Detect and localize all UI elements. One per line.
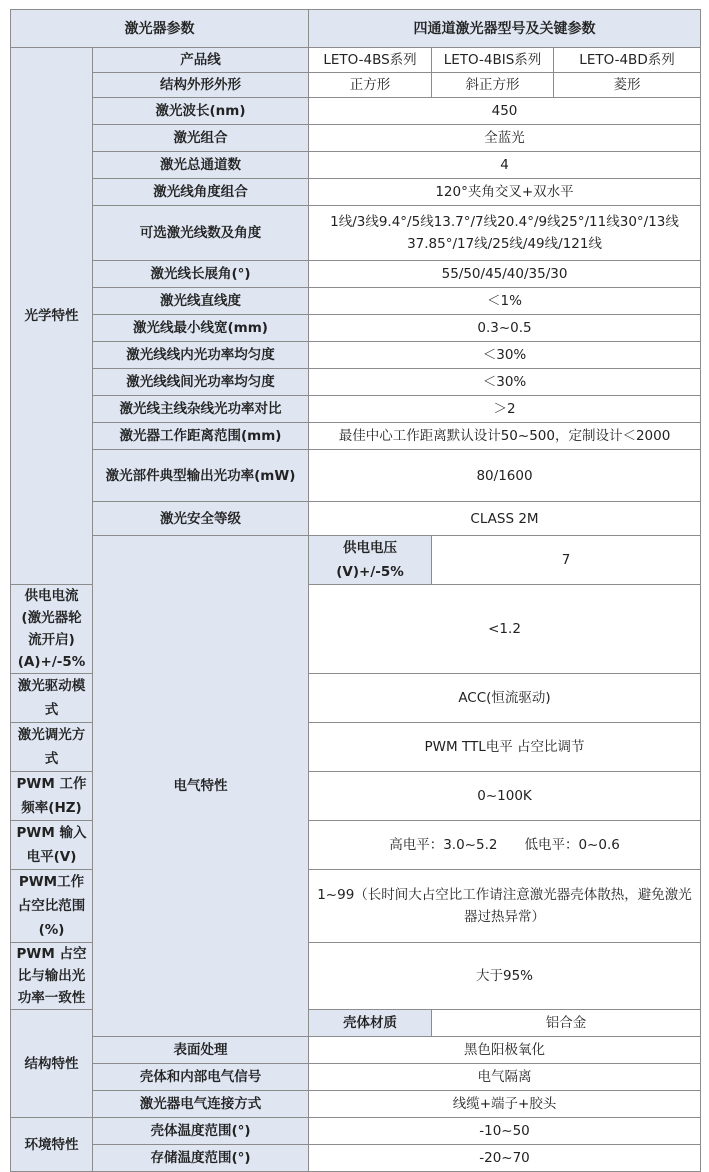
row-label: 产品线 [93, 48, 309, 73]
section-environment: 环境特性 [11, 1118, 93, 1172]
row-value: 0.3~0.5 [309, 315, 701, 342]
header-parameter: 激光器参数 [11, 10, 309, 48]
row-label: 激光器工作距离范围(mm) [93, 423, 309, 450]
row-label: 壳体温度范围(°) [93, 1118, 309, 1145]
table-row [11, 396, 701, 423]
table-row [11, 369, 701, 396]
row-value: 大于95% [309, 943, 701, 1010]
row-label: 激光线线内光功率均匀度 [93, 342, 309, 369]
section-electrical: 电气特性 [93, 536, 309, 1037]
table-row [11, 536, 701, 585]
row-value: 高电平：3.0~5.2 低电平：0~0.6 [309, 821, 701, 870]
table-row [11, 423, 701, 450]
row-label: 激光部件典型输出光功率(mW) [93, 450, 309, 502]
row-value: 0~100K [309, 772, 701, 821]
row-label: 壳体材质 [309, 1010, 432, 1037]
row-label: PWM工作占空比范围(%) [11, 870, 93, 943]
row-value: 最佳中心工作距离默认设计50~500，定制设计＜2000 [309, 423, 701, 450]
row-value: 铝合金 [432, 1010, 701, 1037]
row-value: <1.2 [309, 585, 701, 674]
row-value: -10~50 [309, 1118, 701, 1145]
row-label: 结构外形外形 [93, 73, 309, 98]
row-label: 表面处理 [93, 1037, 309, 1064]
row-label: 激光线长展角(°) [93, 261, 309, 288]
row-value: 4 [309, 152, 701, 179]
row-value: 120°夹角交叉+双水平 [309, 179, 701, 206]
row-value: 450 [309, 98, 701, 125]
row-label: 激光线线间光功率均匀度 [93, 369, 309, 396]
row-value: 1~99（长时间大占空比工作请注意激光器壳体散热，避免激光器过热异常） [309, 870, 701, 943]
row-value: 全蓝光 [309, 125, 701, 152]
product-line-bs: LETO-4BS系列 [309, 48, 432, 73]
row-value: PWM TTL电平 占空比调节 [309, 723, 701, 772]
row-label: 激光组合 [93, 125, 309, 152]
row-label: 激光调光方式 [11, 723, 93, 772]
table-row [11, 179, 701, 206]
row-value: ＜30% [309, 369, 701, 396]
row-value: 1线/3线9.4°/5线13.7°/7线20.4°/9线25°/11线30°/13线37.85°/17线/25线/49线/121线 [309, 206, 701, 261]
table-row [11, 261, 701, 288]
shape-bis: 斜正方形 [432, 73, 554, 98]
row-value: 黑色阳极氧化 [309, 1037, 701, 1064]
row-label: PWM 工作频率(HZ) [11, 772, 93, 821]
row-label: 激光线主线杂线光功率对比 [93, 396, 309, 423]
row-value: ACC(恒流驱动) [309, 674, 701, 723]
table-row [11, 1118, 701, 1145]
row-value: 55/50/45/40/35/30 [309, 261, 701, 288]
row-value: CLASS 2M [309, 502, 701, 536]
row-value: 线缆+端子+胶头 [309, 1091, 701, 1118]
row-value: ＜30% [309, 342, 701, 369]
table-row [11, 48, 701, 73]
row-label: 可选激光线数及角度 [93, 206, 309, 261]
table-row [11, 1091, 701, 1118]
table-row [11, 1064, 701, 1091]
table-row [11, 288, 701, 315]
row-label: 供电电压(V)+/-5% [309, 536, 432, 585]
row-label: 激光驱动模式 [11, 674, 93, 723]
product-line-bd: LETO-4BD系列 [554, 48, 701, 73]
row-label: 存储温度范围(°) [93, 1145, 309, 1172]
table-row [11, 342, 701, 369]
table-row [11, 1037, 701, 1064]
table-row [11, 502, 701, 536]
section-optical: 光学特性 [11, 48, 93, 585]
table-row [11, 98, 701, 125]
header-model: 四通道激光器型号及关键参数 [309, 10, 701, 48]
table-row [11, 450, 701, 502]
row-label: 壳体和内部电气信号 [93, 1064, 309, 1091]
row-label: 激光线最小线宽(mm) [93, 315, 309, 342]
row-label: 激光安全等级 [93, 502, 309, 536]
row-value: 7 [432, 536, 701, 585]
table-row [11, 152, 701, 179]
row-label: 激光线直线度 [93, 288, 309, 315]
table-row [11, 206, 701, 261]
row-label: 激光总通道数 [93, 152, 309, 179]
laser-spec-table [10, 9, 701, 1172]
row-value: ＞2 [309, 396, 701, 423]
product-line-bis: LETO-4BIS系列 [432, 48, 554, 73]
table-row [11, 1145, 701, 1172]
shape-bd: 菱形 [554, 73, 701, 98]
row-label: PWM 输入电平(V) [11, 821, 93, 870]
table-row [11, 125, 701, 152]
row-label: PWM 占空比与输出光功率一致性 [11, 943, 93, 1010]
row-value: 电气隔离 [309, 1064, 701, 1091]
row-value: 80/1600 [309, 450, 701, 502]
shape-bs: 正方形 [309, 73, 432, 98]
table-row [11, 73, 701, 98]
row-label: 激光线角度组合 [93, 179, 309, 206]
row-label: 激光器电气连接方式 [93, 1091, 309, 1118]
row-label: 激光波长(nm) [93, 98, 309, 125]
table-header-row [11, 10, 701, 48]
section-structure: 结构特性 [11, 1010, 93, 1118]
row-label: 供电电流(激光器轮流开启)(A)+/-5% [11, 585, 93, 674]
row-value: -20~70 [309, 1145, 701, 1172]
row-value: ＜1% [309, 288, 701, 315]
table-row [11, 315, 701, 342]
